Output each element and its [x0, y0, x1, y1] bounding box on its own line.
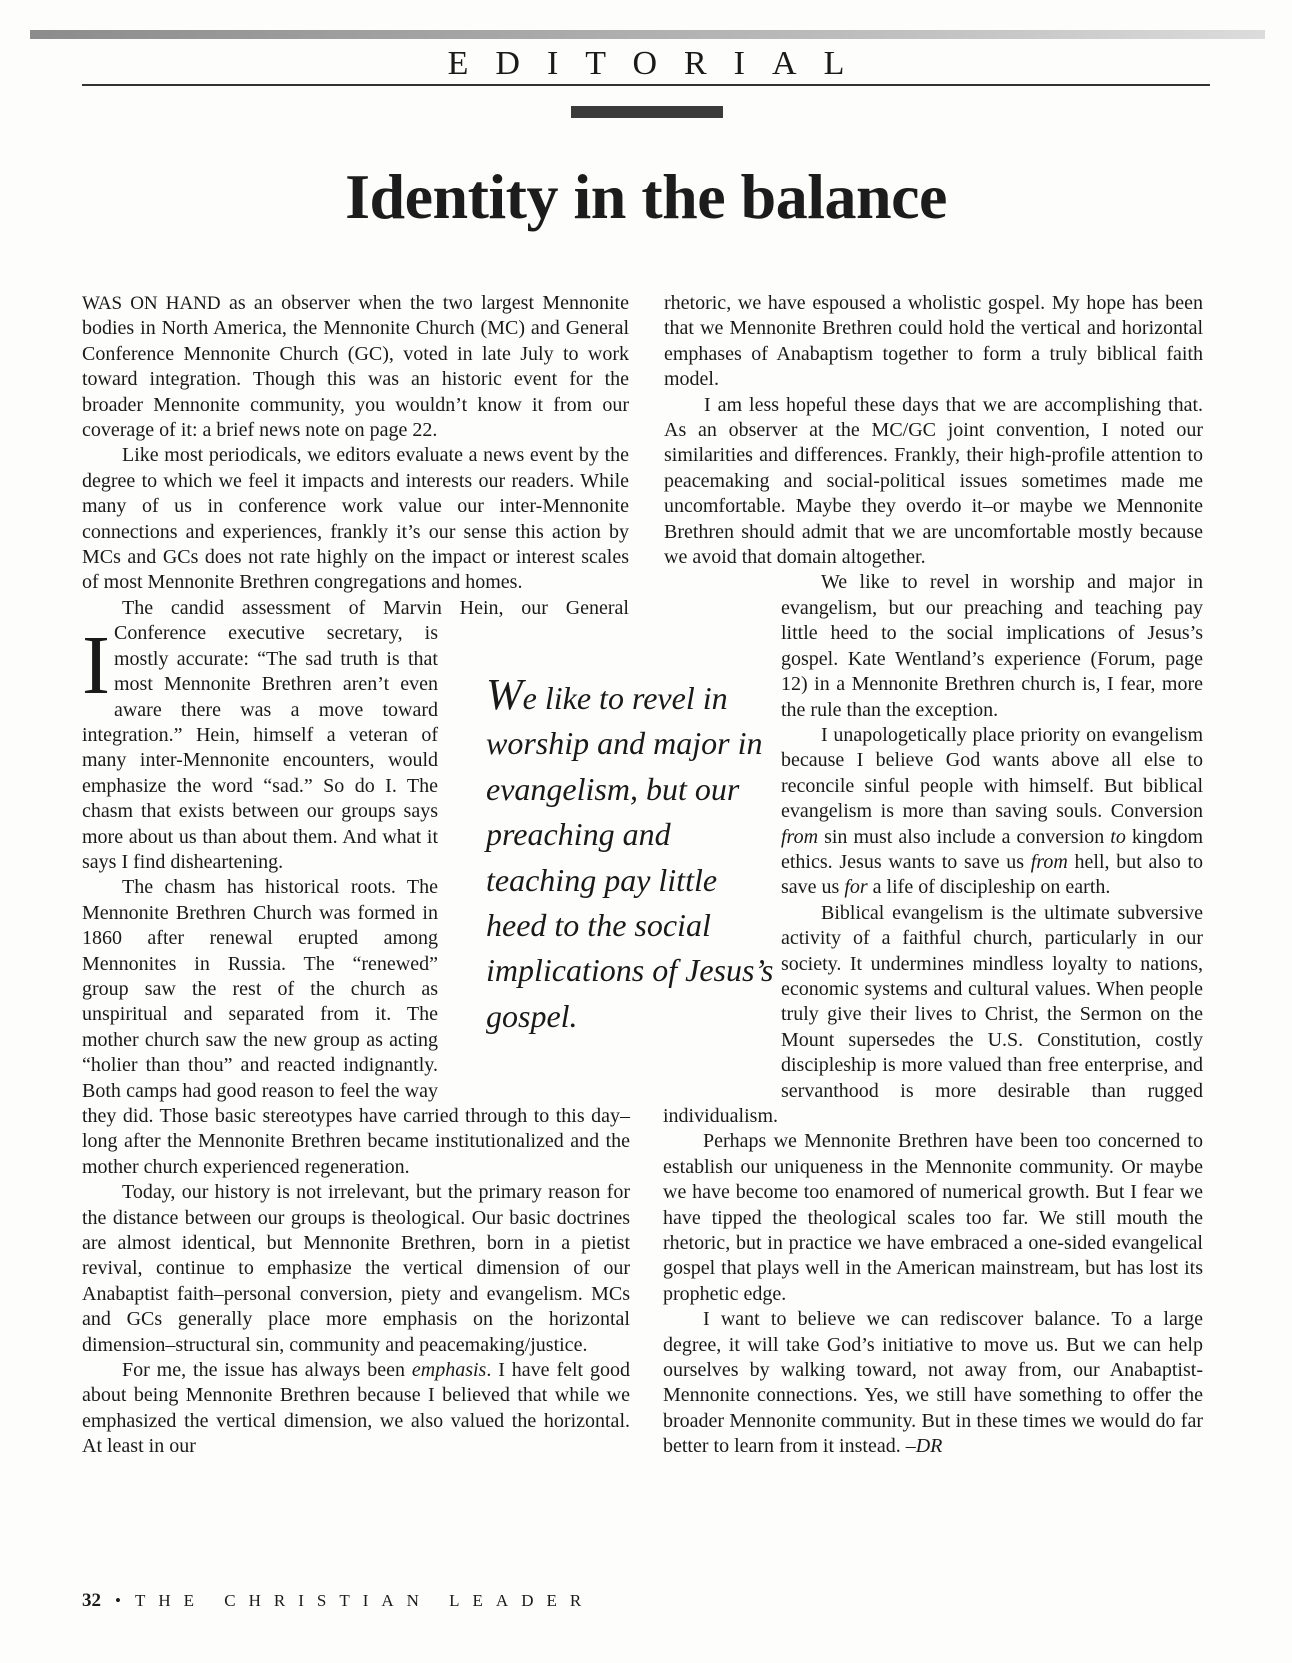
paragraph-13: I want to believe we can rediscover balance. To a large degree, it will take God’s initiative to move us. But we can help ourselves by walking toward, not away from, our Anabaptist-Mennonite connections. Yes, we still have something to offer the broader Mennonite community. But in these times we would do far better to learn from it instead. –DR — [663, 1308, 1203, 1458]
paragraph-12: Perhaps we Mennonite Brethren have been too concerned to establish our uniqueness in the Mennonite community. Or maybe we have become too enamored of numerical growth. But I fear we have tipped the theological scales too far. We still mouth the rhetoric, but in practice we have embraced a one-sided evangelical gospel that plays well in the American mainstream, but has lost its prophetic edge. — [663, 1130, 1203, 1305]
header-rule — [82, 84, 1210, 86]
paragraph-4: The chasm has historical roots. The Mennonite Brethren Church was formed in 1860 after renewal erupted among Mennonites in Russia. The “renewed” group saw the rest of the church as unspiritual and separated from it. The mother church saw the new group as acting “holier than thou” and reacted indignantly. Both camps had good reason to feel the way they did. Those basic stereotypes have carried through to this day–long after the Mennonite Brethren became institutionalized and the mother church experienced regeneration. — [82, 876, 630, 1178]
section-label: EDITORIAL — [447, 45, 872, 82]
headline: Identity in the balance — [345, 161, 947, 232]
accent-bar — [571, 106, 723, 118]
paragraph-3: The candid assessment of Marvin Hein, our General Conference executive secretary, is mostly accurate: “The sad truth is that most Mennonite Brethren aren’t even aware there was a move toward integration.” Hein, himself a veteran of many inter-Mennonite encounters, would emphasize the word “sad.” So do I. The chasm that exists between our groups says more about us than about them. And what it says I find disheartening. — [82, 596, 629, 873]
pull-quote: We like to revel in worship and major in evangelism, but our preaching and teaching pay little heed to the social implications of Jesus’s gospel. — [486, 670, 774, 1034]
emphasis-word: emphasis — [411, 1359, 487, 1382]
paragraph-11: Biblical evangelism is the ultimate subversive activity of a faithful church, particularly in our society. It undermines mindless loyalty to nations, economic systems and cultural values. When people truly give their lives to Christ, the Sermon on the Mount supersedes the U.S. Constitution, costly discipleship is more valued than free enterprise, and servanthood is more desirable than rugged individualism. — [663, 901, 1203, 1127]
paragraph-7: rhetoric, we have espoused a wholistic gospel. My hope has been that we Mennonite Brethren could hold the vertical and horizontal emphases of Anabaptism together to form a truly biblical faith model. — [664, 292, 1203, 391]
paragraph-1: I WAS ON HAND as an observer when the two largest Mennonite bodies in North America, the Mennonite Church (MC) and General Conference Mennonite Church (GC), voted in late July to work toward integration. Though this was an historic event for the broader Mennonite community, you wouldn’t know it from our coverage of it: a brief news note on page 22. — [82, 292, 629, 712]
signature: –DR — [905, 1435, 943, 1458]
top-gradient-bar — [30, 30, 1265, 39]
lead-in: WAS ON HAND — [82, 293, 221, 314]
page-number: 32 — [82, 1590, 101, 1611]
paragraph-6: For me, the issue has always been emphasis. I have felt good about being Mennonite Brethren because I believed that while we emphasized the vertical dimension, we also valued the horizontal. At least in our — [82, 1359, 630, 1458]
paragraph-9: We like to revel in worship and major in evangelism, but our preaching and teaching pay little heed to the social implications of Jesus’s gospel. Kate Wentland’s experience (Forum, page 12) in a Mennonite Brethren church is, I fear, more the rule than the exception. — [781, 571, 1203, 721]
drop-cap: I — [82, 619, 110, 712]
paragraph-8: I am less hopeful these days that we are accomplishing that. As an observer at the MC/GC joint convention, I noted our similarities and differences. Frankly, their high-profile attention to peacemaking and social-political issues sometimes made me uncomfortable. Maybe they overdo it–or maybe we Mennonite Brethren should admit that we are uncomfortable mostly because we avoid that domain altogether. — [664, 393, 1203, 569]
paragraph-2: Like most periodicals, we editors evaluate a news event by the degree to which we feel it impacts and interests our readers. While many of us in conference work value our inter-Mennonite connections and experiences, frankly it’s our sense this action by MCs and GCs does not rate highly on the impact or interest scales of most Mennonite Brethren congregations and homes. — [82, 444, 629, 594]
paragraph-5: Today, our history is not irrelevant, but the primary reason for the distance between our groups is theological. Our basic doctrines are almost identical, but Mennonite Brethren, born in a pietist revival, continue to emphasize the vertical dimension of our Anabaptist faith–personal conversion, piety and evangelism. MCs and GCs generally place more emphasis on the horizontal dimension–structural sin, community and peacemaking/justice. — [82, 1181, 630, 1356]
paragraph-10: I unapologetically place priority on evangelism because I believe God wants above all else to reconcile sinful people with himself. But biblical evangelism is more than saving souls. Conversion from sin must also include a conversion to kingdom ethics. Jesus wants to save us from hell, but also to save us for a life of discipleship on earth. — [781, 723, 1203, 899]
publication-name: THE CHRISTIAN LEADER — [134, 1591, 595, 1610]
page-footer — [82, 1586, 594, 1616]
pull-quote-initial: W — [486, 670, 523, 719]
footer-bullet: • — [115, 1591, 121, 1610]
